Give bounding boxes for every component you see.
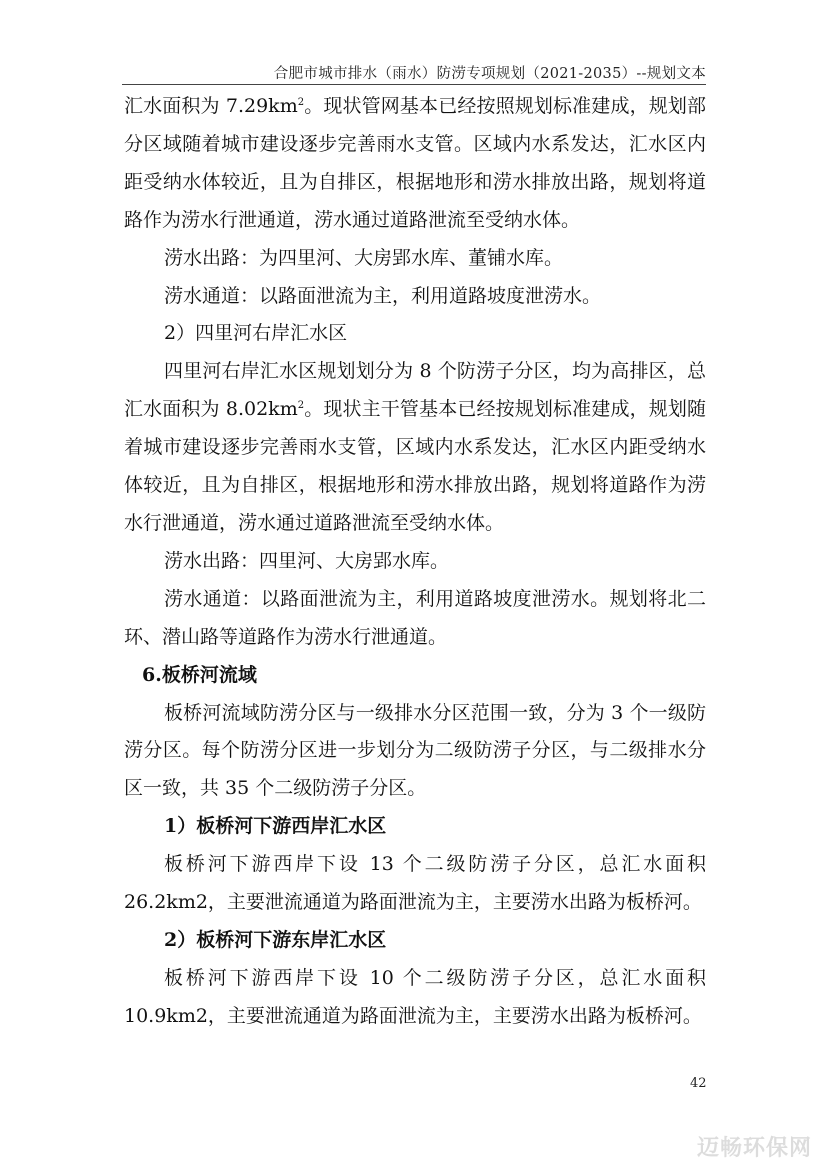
text-run: 。现状管网基本已经按照规划标准建成，规划部分: [124, 95, 706, 155]
text-run: 四里河右岸汇水区规划划分为 8 个防涝子分区，均为高排区，总汇水面积为 8.02km: [124, 360, 706, 421]
header-divider: [122, 84, 706, 85]
paragraph: 涝水通道：以路面泄流为主，利用道路坡度泄涝水。规划将北二环、潜山路等道路作为涝水行泄通道。: [124, 587, 706, 648]
subheading: 1）板桥河下游西岸汇水区: [164, 815, 387, 838]
superscript: 2: [297, 97, 305, 108]
paragraph: 板桥河下游西岸下设 10 个二级防涝子分区，总汇水面积: [164, 966, 706, 989]
paragraph: 板桥河流域防涝分区与一级排水分区范围一致，分为 3 个一级防涝分区。每个防涝分区进一步划分为二级防涝子分区，与二级排水分区一致，共 35 个二级防涝子分区。: [124, 701, 706, 800]
section-heading: 6.板桥河流域: [142, 663, 257, 686]
superscript: 2: [297, 400, 305, 412]
paragraph: 涝水出路：四里河、大房郢水库。: [164, 549, 450, 572]
subheading: 2）四里河右岸汇水区: [164, 322, 348, 345]
text-run: 汇水面积为 7.29km: [124, 95, 298, 117]
paragraph: 26.2km2，主要泄流通道为路面泄流为主，主要涝水出路为板桥河。: [124, 891, 702, 914]
paragraph: 涝水通道：以路面泄流为主，利用道路坡度泄涝水。: [164, 284, 602, 307]
paragraph: 涝水出路：为四里河、大房郢水库、董铺水库。: [164, 246, 564, 269]
page-number: 42: [690, 1076, 707, 1091]
text-run: 区域随着城市建设逐步完善雨水支管。区域内水系发达，汇水区内距受纳水体较近，且为自排区，根据地形和涝水排放出路，规划将道路作为涝水行泄通道，涝水通过道路泄流至受纳水体。: [124, 132, 706, 231]
watermark: 迈畅环保网: [697, 1136, 813, 1161]
text-run: 。现状主干管基本已经按规划标准建成，规划随着城市建设逐步完善雨水支管，区域内水系发达，汇水区内距受纳水体较近，且为自排区，根据地形和涝水排放出路，规划将道路作为涝水行泄通道，涝水通过道路泄流至受纳水体。: [124, 398, 706, 534]
paragraph: 板桥河下游西岸下设 13 个二级防涝子分区，总汇水面积: [164, 853, 706, 876]
running-header: 合肥市城市排水（雨水）防涝专项规划（2021-2035）--规划文本: [273, 66, 706, 82]
paragraph: [124, 88, 706, 240]
subheading: 2）板桥河下游东岸汇水区: [164, 928, 387, 951]
paragraph: [124, 353, 706, 543]
document-body: [124, 88, 706, 1036]
paragraph: 10.9km2，主要泄流通道为路面泄流为主，主要涝水出路为板桥河。: [124, 1004, 702, 1027]
